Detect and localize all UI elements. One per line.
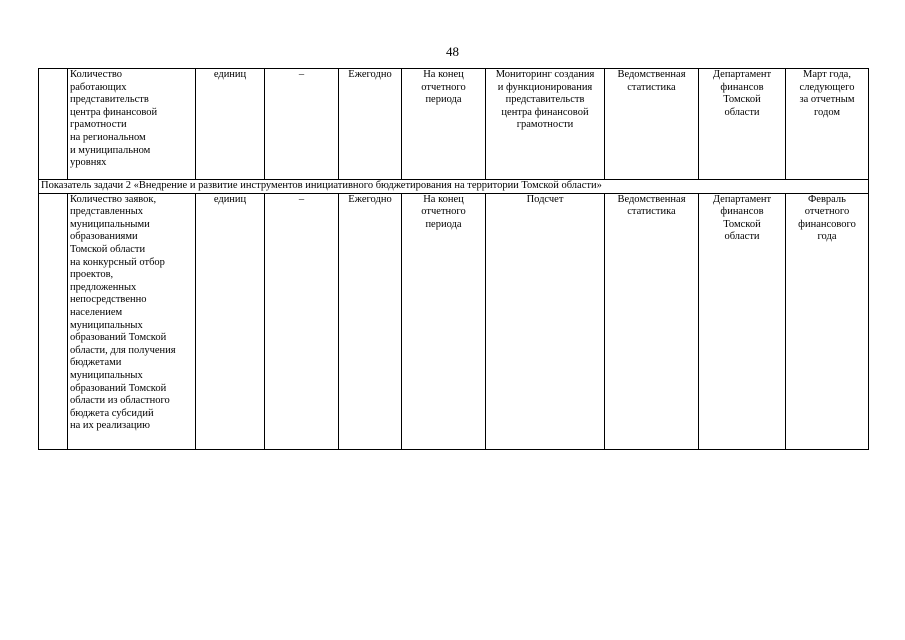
unit-cell: единиц <box>196 193 265 449</box>
deadline-cell <box>786 69 869 180</box>
indicator-text: Количество заявок, представленных муниципальными образованиями Томской области на конкурсный отбор проектов, предложенных непосредственно населением муниципальных образований Томской области, для получения бюджетами муниципальных образований Томской области из областного бюджета субсидий на их реализацию <box>70 193 176 432</box>
indicators-table <box>38 68 869 450</box>
period-cell <box>402 193 486 449</box>
frequency-cell: Ежегодно <box>339 69 402 180</box>
indicator-text: Количество работающих представительств центра финансовой грамотности на региональном и муниципальном уровнях <box>70 69 158 169</box>
source-text: Ведомственная статистика <box>617 69 686 93</box>
section-row <box>39 180 869 194</box>
source-cell <box>605 69 699 180</box>
responsible-cell <box>699 69 786 180</box>
deadline-text: Февраль отчетного финансового года <box>798 193 856 243</box>
base-value-cell: – <box>265 193 339 449</box>
method-text: Подсчет <box>526 193 564 205</box>
deadline-cell <box>786 193 869 449</box>
responsible-text: Департамент финансов Томской области <box>712 69 772 118</box>
page-number: 48 <box>446 44 459 59</box>
method-cell <box>486 193 605 449</box>
indicator-cell <box>68 193 196 449</box>
source-cell <box>605 193 699 449</box>
period-text: На конец отчетного периода <box>421 193 466 230</box>
deadline-text: Март года, следующего за отчетным годом <box>799 69 855 118</box>
base-value-cell: – <box>265 69 339 180</box>
unit-cell: единиц <box>196 69 265 180</box>
period-text: На конец отчетного периода <box>421 69 466 106</box>
source-text: Ведомственная статистика <box>617 193 686 218</box>
row-number-cell <box>39 193 68 449</box>
row-number-cell <box>39 69 68 180</box>
section-heading: Показатель задачи 2 «Внедрение и развитие инструментов инициативного бюджетирования на территории Томской области» <box>39 180 869 194</box>
method-cell <box>486 69 605 180</box>
table-row <box>39 69 869 180</box>
period-cell <box>402 69 486 180</box>
responsible-text: Департамент финансов Томской области <box>712 193 772 243</box>
frequency-cell: Ежегодно <box>339 193 402 449</box>
responsible-cell <box>699 193 786 449</box>
indicator-cell <box>68 69 196 180</box>
method-text: Мониторинг создания и функционирования представительств центра финансовой грамотности <box>495 69 595 131</box>
table-row <box>39 193 869 449</box>
